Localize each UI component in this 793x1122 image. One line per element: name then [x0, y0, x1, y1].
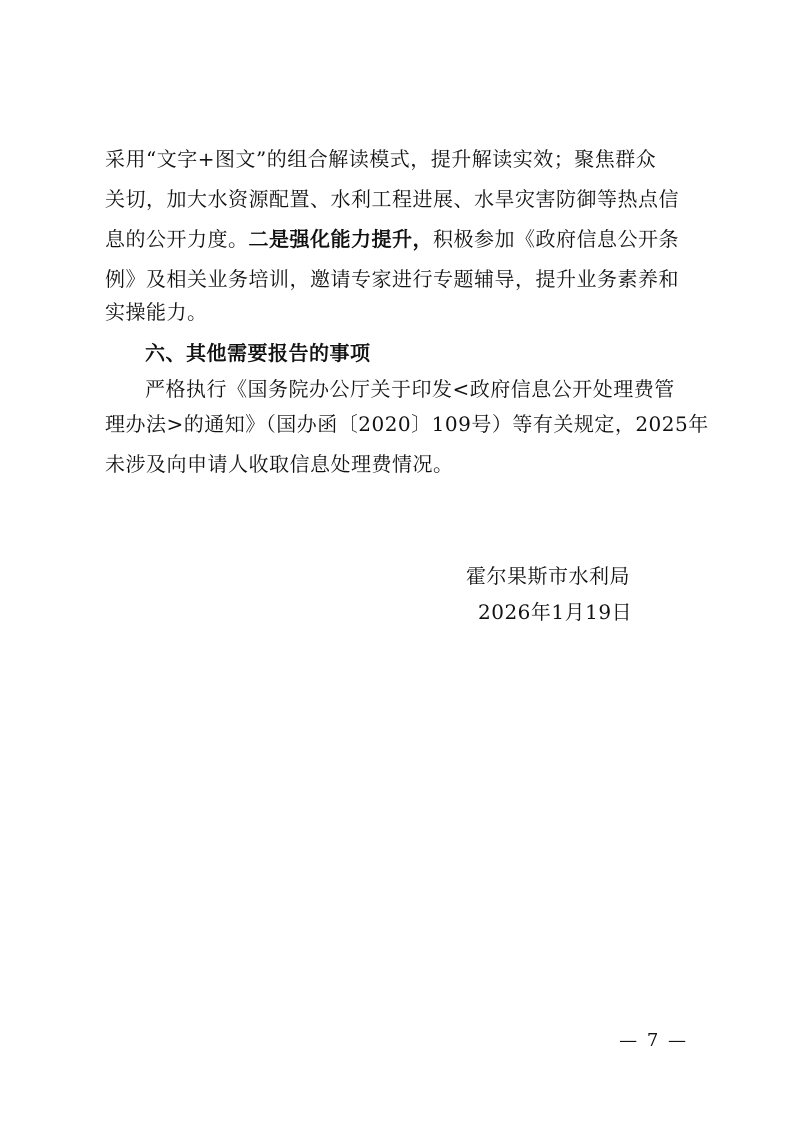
section-line-3: 未涉及向申请人收取信息处理费情况。: [105, 452, 454, 476]
section-line-1: 严格执行《国务院办公厅关于印发<政府信息公开处理费管: [145, 377, 675, 401]
body-line-3: [105, 227, 695, 251]
body-line-3-start: 息的公开力度。: [105, 227, 249, 251]
body-line-3-end: 积极参加《政府信息公开条: [433, 227, 679, 251]
body-line-1: 采用“文字+图文”的组合解读模式，提升解读实效；聚焦群众: [105, 147, 657, 171]
body-line-5: 实操能力。: [105, 300, 208, 324]
body-line-2: 关切，加大水资源配置、水利工程进展、水旱灾害防御等热点信: [105, 187, 679, 211]
section-heading: 六、其他需要报告的事项: [145, 341, 371, 365]
signature-date: 2026年1月19日: [478, 600, 633, 624]
body-line-3-bold-phrase: 二是强化能力提升，: [248, 227, 433, 251]
signature-organization: 霍尔果斯市水利局: [466, 564, 630, 588]
section-line-2: 理办法>的通知》（国办函〔2020〕109号）等有关规定，2025年: [105, 412, 709, 436]
body-line-4: 例》及相关业务培训，邀请专家进行专题辅导，提升业务素养和: [105, 267, 679, 291]
page-number: — 7 —: [619, 1030, 688, 1051]
